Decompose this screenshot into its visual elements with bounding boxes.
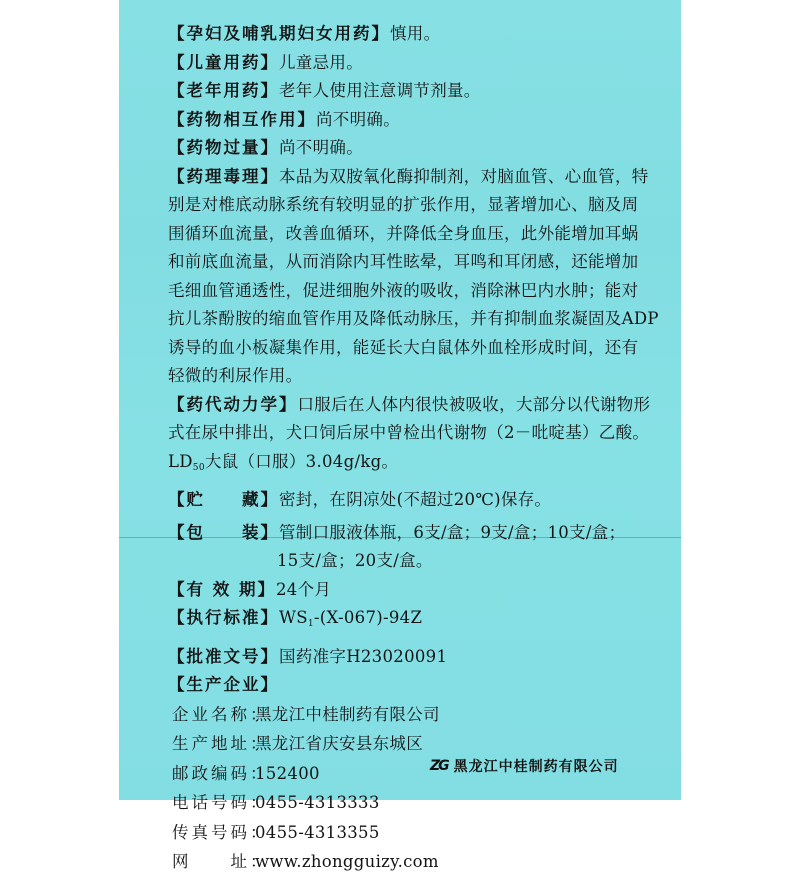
ld-text: 大鼠（口服）3.04g/kg。 (204, 451, 399, 471)
section-label: 【药理毒理】 (168, 166, 279, 186)
section-label: 【药代动力学】 (168, 394, 298, 414)
standard-subscript: 1 (307, 619, 314, 629)
section-label: 【孕妇及哺乳期妇女用药】 (168, 24, 390, 43)
section-label: 【贮 藏】 (168, 490, 279, 509)
section-manufacturer (168, 671, 678, 700)
leaflet-content (168, 20, 678, 877)
section-text-line: 诱导的血小板凝集作用，能延长大白鼠体外血栓形成时间，还有 (168, 337, 639, 357)
section-text: -(X-067)-94Z (313, 608, 423, 627)
field-label: 传真号码： (172, 822, 270, 842)
section-label: 【生产企业】 (168, 675, 279, 694)
section-text: 尚不明确。 (316, 109, 400, 129)
section-label: 【执行标准】 (168, 608, 279, 627)
manufacturer-details (168, 700, 678, 877)
ld50-line (168, 448, 678, 483)
section-validity (168, 576, 678, 605)
section-overdose (168, 134, 678, 163)
phone-row (172, 788, 678, 818)
standard-prefix: WS (279, 608, 308, 627)
field-value: 0455-4313355 (255, 822, 380, 842)
field-label: 网 址： (172, 852, 270, 871)
section-text-line: 轻微的利尿作用。 (168, 366, 303, 385)
section-pregnancy (168, 20, 678, 49)
section-standard (168, 604, 678, 639)
section-text-line: 和前底血流量，从而消除内耳性眩晕，耳鸣和耳闭感，还能增加 (168, 252, 639, 271)
field-label: 生产地址： (172, 734, 270, 753)
section-children (168, 49, 678, 78)
section-approval (168, 643, 678, 672)
section-text: 老年人使用注意调节剂量。 (279, 81, 481, 100)
section-label: 【药物过量】 (168, 138, 279, 157)
section-pharmacokinetics (168, 391, 678, 483)
field-value: 152400 (255, 763, 320, 783)
field-label: 邮政编码： (172, 763, 270, 783)
field-value: 0455-4313333 (255, 793, 380, 812)
field-label: 电话号码： (172, 793, 270, 812)
field-value: 黑龙江中桂制药有限公司 (255, 704, 440, 724)
section-pharmacology (168, 163, 678, 391)
section-text: 国药准字H23020091 (279, 646, 448, 666)
section-interactions (168, 106, 678, 135)
section-text: 慎用。 (390, 24, 441, 43)
section-text-line: 围循环血流量，改善血循环，并降低全身血压，此外能增加耳蜗 (168, 223, 639, 243)
section-text-line: 本品为双胺氧化酶抑制剂，对脑血管、心血管，特 (279, 166, 649, 186)
section-text-line: 抗儿茶酚胺的缩血管作用及降低动脉压，并有抑制血浆凝固及ADP (168, 309, 659, 328)
field-label: 企业名称： (172, 704, 270, 724)
fax-row (172, 818, 678, 848)
zg-logo-icon: ZG (430, 758, 448, 774)
section-text-line: 式在尿中排出，犬口饲后尿中曾检出代谢物（2－吡啶基）乙酸。 (168, 423, 650, 442)
website-row (172, 847, 678, 877)
section-text: 24个月 (276, 579, 332, 599)
company-logo (430, 756, 619, 776)
section-text-line: 15支/盒；20支/盒。 (277, 551, 433, 570)
section-label: 【包 装】 (168, 522, 279, 542)
section-text: 尚不明确。 (279, 138, 363, 157)
leaflet-page (119, 0, 681, 871)
ld-subscript: 50 (192, 462, 205, 473)
website-link[interactable]: www.zhongguizy.com (255, 852, 439, 871)
section-text-line: 口服后在人体内很快被吸收，大部分以代谢物形 (297, 394, 651, 414)
address-row (172, 729, 678, 759)
section-label: 【药物相互作用】 (168, 109, 316, 129)
company-name-row (172, 700, 678, 730)
section-label: 【老年用药】 (168, 81, 279, 100)
section-label: 【批准文号】 (168, 646, 279, 666)
section-packaging (168, 519, 678, 576)
section-text: 儿童忌用。 (279, 52, 363, 72)
section-storage (168, 486, 678, 515)
section-text: 密封，在阴凉处(不超过20℃)保存。 (279, 490, 552, 509)
field-value: 黑龙江省庆安县东城区 (255, 734, 423, 753)
section-text-line: 别是对椎底动脉系统有较明显的扩张作用，显著增加心、脑及周 (168, 195, 639, 214)
section-text-line: 毛细血管通透性，促进细胞外液的吸收，消除淋巴内水肿；能对 (168, 280, 639, 300)
company-logo-text: 黑龙江中桂制药有限公司 (453, 759, 619, 775)
section-label: 【儿童用药】 (168, 52, 279, 72)
section-label: 【有 效 期】 (168, 579, 276, 599)
section-text-line: 管制口服液体瓶，6支/盒；9支/盒；10支/盒； (279, 522, 626, 542)
section-elderly (168, 77, 678, 106)
ld-prefix: LD (168, 451, 193, 471)
